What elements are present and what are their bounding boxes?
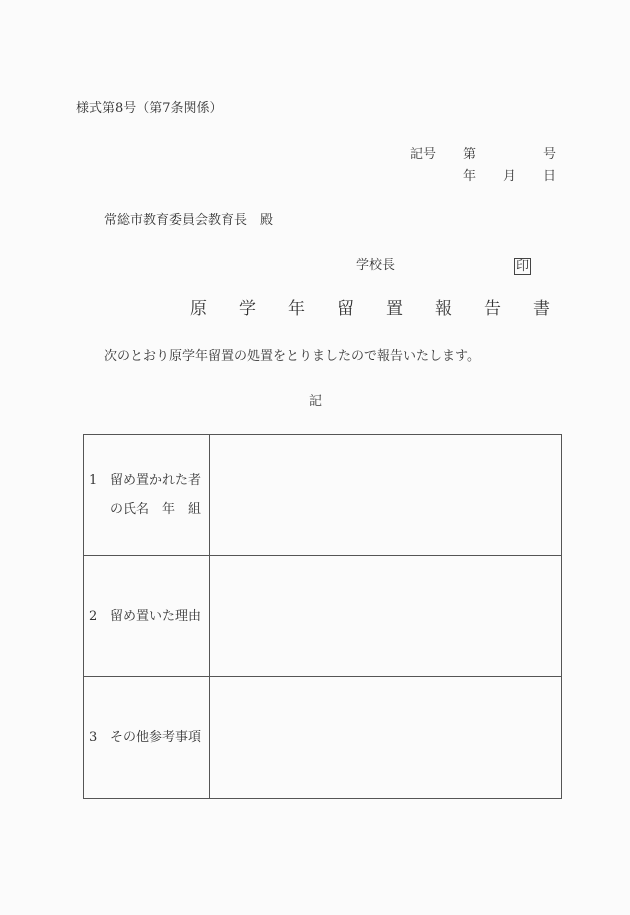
table-row: [84, 677, 562, 799]
table-row: [84, 556, 562, 677]
table-row: [84, 435, 562, 556]
form-number: 様式第8号（第7条関係）: [76, 101, 223, 116]
row-label: 1 留め置かれた者 の氏名 年 組: [84, 435, 210, 556]
row-label: 3 その他参考事項: [84, 677, 210, 799]
date-day: 日: [543, 169, 557, 184]
reference-go: 号: [543, 147, 557, 162]
document-title: 原 学 年 留 置 報 告 書: [190, 299, 550, 319]
reference-dai: 第: [463, 147, 477, 162]
date-month: 月: [503, 169, 517, 184]
other-notes-field[interactable]: [210, 677, 562, 799]
reason-field[interactable]: [210, 556, 562, 677]
addressee: 常総市教育委員会教育長 殿: [104, 213, 274, 228]
seal-mark: 印: [516, 259, 530, 274]
student-name-field[interactable]: [210, 435, 562, 556]
reference-label: 記号: [410, 147, 437, 162]
report-table: [83, 434, 562, 799]
ki-heading: 記: [309, 394, 323, 409]
sender-title: 学校長: [356, 258, 396, 273]
row-label: 2 留め置いた理由: [84, 556, 210, 677]
body-text: 次のとおり原学年留置の処置をとりましたので報告いたします。: [104, 349, 480, 364]
date-year: 年: [463, 169, 477, 184]
